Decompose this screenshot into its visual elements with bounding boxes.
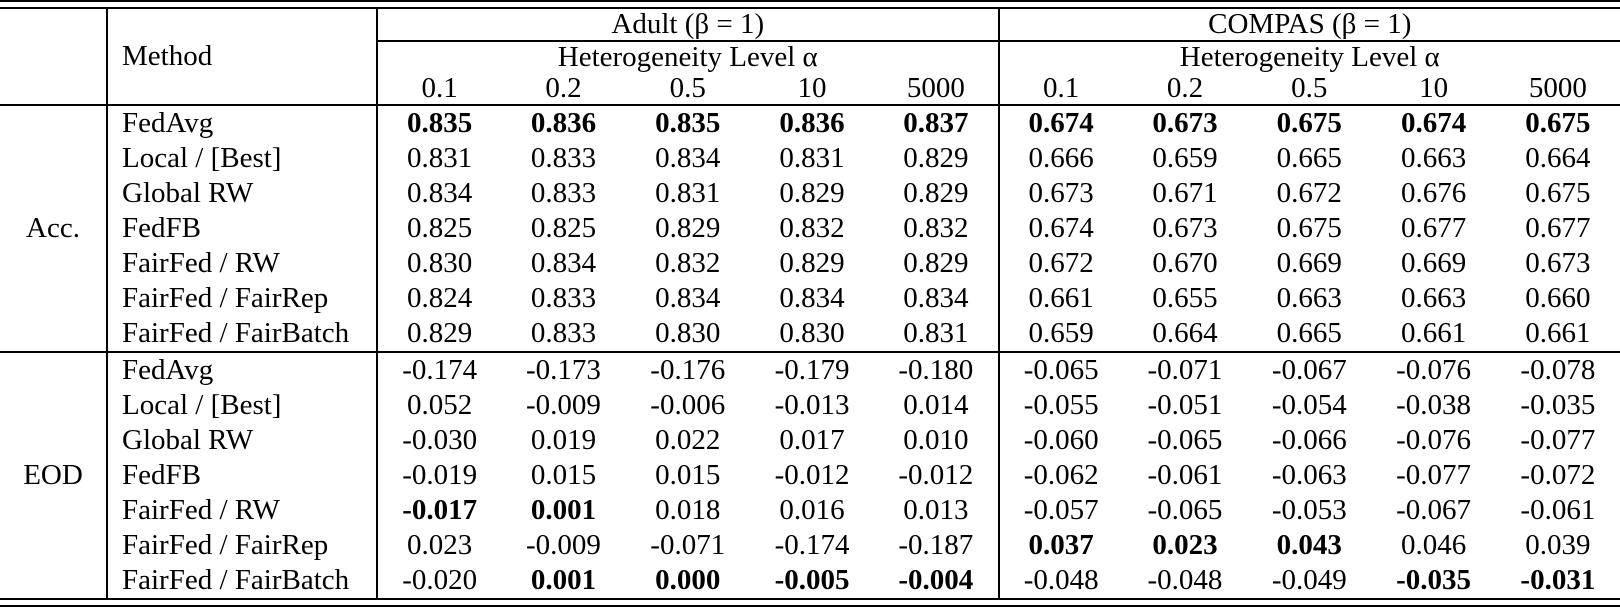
value-cell: 0.675 <box>1496 105 1620 141</box>
method-cell: FairFed / FairRep <box>107 528 377 563</box>
value-cell: 0.835 <box>626 105 750 141</box>
value-cell: 0.674 <box>1371 105 1495 141</box>
value-cell: 0.664 <box>1525 142 1591 174</box>
value-cell: 0.672 <box>1276 177 1342 209</box>
table-row <box>0 388 1620 423</box>
value-cell: -0.067 <box>1396 494 1472 526</box>
table-row <box>0 105 1620 141</box>
value-cell: -0.076 <box>1396 424 1472 456</box>
value-cell: -0.049 <box>1271 564 1347 596</box>
value-cell: 0.834 <box>655 142 721 174</box>
method-cell: FedFB <box>107 211 377 246</box>
method-cell: FairFed / RW <box>107 493 377 528</box>
method-cell: FairFed / FairBatch <box>107 563 377 598</box>
alpha-header: 0.2 <box>501 73 625 105</box>
value-cell: -0.053 <box>1271 494 1347 526</box>
value-cell: 0.661 <box>1525 317 1591 349</box>
table-row <box>0 458 1620 493</box>
value-cell: 0.673 <box>1123 105 1247 141</box>
value-cell: 0.836 <box>501 105 625 141</box>
value-cell: 0.829 <box>407 317 473 349</box>
value-cell: -0.051 <box>1147 389 1223 421</box>
value-cell: -0.019 <box>402 459 478 491</box>
value-cell: -0.038 <box>1396 389 1472 421</box>
method-cell: Global RW <box>107 423 377 458</box>
value-cell: 0.833 <box>530 282 597 314</box>
value-cell: 0.673 <box>999 176 1123 211</box>
heterogeneity-label-compas: Heterogeneity Level α <box>999 41 1620 73</box>
table-row <box>0 352 1620 388</box>
value-cell: 0.830 <box>407 247 473 279</box>
value-cell: -0.065 <box>999 352 1123 388</box>
value-cell: 0.673 <box>1525 247 1591 279</box>
value-cell: 0.666 <box>999 141 1123 176</box>
table-row <box>0 493 1620 528</box>
value-cell: -0.180 <box>874 352 998 388</box>
metric-label: EOD <box>0 352 107 598</box>
method-cell: Local / [Best] <box>107 141 377 176</box>
value-cell: 0.834 <box>655 282 721 314</box>
value-cell: 0.831 <box>407 142 473 174</box>
value-cell: 0.834 <box>903 282 969 314</box>
value-cell: 0.039 <box>1525 529 1591 561</box>
value-cell: -0.062 <box>999 458 1123 493</box>
value-cell: 0.001 <box>530 494 597 526</box>
table-row <box>0 246 1620 281</box>
value-cell: 0.835 <box>377 105 501 141</box>
value-cell: 0.830 <box>779 317 845 349</box>
value-cell: -0.176 <box>626 352 750 388</box>
value-cell: -0.035 <box>1396 564 1472 596</box>
value-cell: 0.001 <box>530 564 597 596</box>
table-header <box>0 9 1620 105</box>
value-cell: -0.072 <box>1520 459 1596 491</box>
value-cell: 0.825 <box>530 212 597 244</box>
value-cell: -0.071 <box>1123 352 1247 388</box>
value-cell: 0.013 <box>903 494 969 526</box>
value-cell: 0.037 <box>999 528 1123 563</box>
value-cell: 0.659 <box>1152 142 1218 174</box>
value-cell: 0.014 <box>903 389 969 421</box>
value-cell: 0.836 <box>750 105 874 141</box>
method-cell: FedAvg <box>107 105 377 141</box>
value-cell: -0.009 <box>525 389 601 421</box>
value-cell: -0.006 <box>650 389 726 421</box>
value-cell: -0.067 <box>1247 352 1371 388</box>
value-cell: -0.187 <box>898 529 974 561</box>
value-cell: 0.829 <box>903 177 969 209</box>
value-cell: 0.674 <box>999 211 1123 246</box>
value-cell: 0.015 <box>655 459 721 491</box>
value-cell: 0.665 <box>1276 142 1342 174</box>
method-cell: Global RW <box>107 176 377 211</box>
alpha-header: 0.5 <box>1247 73 1371 105</box>
value-cell: -0.009 <box>525 529 601 561</box>
value-cell: 0.831 <box>655 177 721 209</box>
value-cell: 0.665 <box>1276 317 1342 349</box>
value-cell: 0.831 <box>903 317 969 349</box>
value-cell: -0.055 <box>999 388 1123 423</box>
value-cell: -0.012 <box>774 459 850 491</box>
table-row <box>0 281 1620 316</box>
value-cell: 0.673 <box>1152 212 1218 244</box>
value-cell: 0.830 <box>655 317 721 349</box>
value-cell: 0.675 <box>1276 212 1342 244</box>
alpha-header: 5000 <box>1496 73 1620 105</box>
method-cell: FairFed / RW <box>107 246 377 281</box>
value-cell: 0.019 <box>530 424 597 456</box>
value-cell: 0.824 <box>407 282 473 314</box>
method-cell: FedAvg <box>107 352 377 388</box>
value-cell: 0.663 <box>1400 142 1467 174</box>
value-cell: 0.829 <box>655 212 721 244</box>
table-row <box>0 316 1620 352</box>
value-cell: -0.063 <box>1271 459 1347 491</box>
method-cell: FedFB <box>107 458 377 493</box>
value-cell: -0.173 <box>501 352 625 388</box>
value-cell: 0.833 <box>530 142 597 174</box>
value-cell: 0.000 <box>655 564 721 596</box>
heterogeneity-label-adult: Heterogeneity Level α <box>557 41 818 73</box>
table-row <box>0 211 1620 246</box>
bottom-double-rule <box>0 598 1620 607</box>
value-cell: -0.035 <box>1520 389 1596 421</box>
value-cell: -0.077 <box>1520 424 1596 456</box>
value-cell: -0.061 <box>1147 459 1223 491</box>
value-cell: 0.832 <box>655 247 721 279</box>
value-cell: -0.048 <box>999 563 1123 598</box>
value-cell: -0.061 <box>1520 494 1596 526</box>
dataset-header-adult: Adult (β = 1) <box>377 9 999 41</box>
value-cell: 0.672 <box>999 246 1123 281</box>
table-row <box>0 528 1620 563</box>
value-cell: -0.071 <box>650 529 726 561</box>
alpha-header: 5000 <box>874 73 998 105</box>
method-cell: FairFed / FairRep <box>107 281 377 316</box>
value-cell: 0.825 <box>407 212 473 244</box>
method-header: Method <box>107 9 377 105</box>
value-cell: 0.829 <box>779 247 845 279</box>
value-cell: 0.015 <box>530 459 597 491</box>
alpha-header: 0.2 <box>1123 73 1247 105</box>
value-cell: 0.837 <box>874 105 998 141</box>
alpha-header: 0.1 <box>999 73 1123 105</box>
corner-cell <box>0 9 107 105</box>
value-cell: 0.832 <box>779 212 845 244</box>
value-cell: 0.661 <box>1400 317 1467 349</box>
value-cell: -0.030 <box>402 424 478 456</box>
value-cell: -0.054 <box>1271 389 1347 421</box>
alpha-header: 0.5 <box>626 73 750 105</box>
alpha-header: 0.1 <box>377 73 501 105</box>
value-cell: 0.663 <box>1276 282 1342 314</box>
value-cell: 0.671 <box>1152 177 1218 209</box>
value-cell: -0.020 <box>402 564 478 596</box>
value-cell: 0.043 <box>1276 529 1342 561</box>
value-cell: 0.017 <box>779 424 845 456</box>
value-cell: -0.076 <box>1371 352 1495 388</box>
alpha-header: 10 <box>750 73 874 105</box>
table-row <box>0 563 1620 598</box>
method-cell: FairFed / FairBatch <box>107 316 377 352</box>
value-cell: 0.661 <box>999 281 1123 316</box>
metric-label: Acc. <box>0 105 107 352</box>
value-cell: 0.834 <box>779 282 845 314</box>
value-cell: 0.664 <box>1152 317 1218 349</box>
value-cell: 0.669 <box>1276 247 1342 279</box>
value-cell: 0.659 <box>999 316 1123 352</box>
value-cell: -0.065 <box>1147 494 1223 526</box>
top-double-rule <box>0 0 1620 9</box>
value-cell: -0.065 <box>1147 424 1223 456</box>
value-cell: 0.010 <box>903 424 969 456</box>
value-cell: 0.829 <box>779 177 845 209</box>
value-cell: 0.829 <box>903 142 969 174</box>
value-cell: 0.660 <box>1525 282 1591 314</box>
value-cell: 0.655 <box>1152 282 1218 314</box>
value-cell: 0.834 <box>407 177 473 209</box>
value-cell: -0.066 <box>1271 424 1347 456</box>
value-cell: -0.031 <box>1520 564 1596 596</box>
value-cell: 0.675 <box>1247 105 1371 141</box>
dataset-header-compas: COMPAS (β = 1) <box>999 9 1620 41</box>
value-cell: 0.677 <box>1525 212 1591 244</box>
section-acc <box>0 105 1620 352</box>
alpha-header: 10 <box>1371 73 1495 105</box>
value-cell: 0.831 <box>779 142 845 174</box>
value-cell: -0.013 <box>774 389 850 421</box>
table-row <box>0 176 1620 211</box>
value-cell: 0.018 <box>655 494 721 526</box>
value-cell: 0.022 <box>655 424 721 456</box>
value-cell: 0.834 <box>530 247 597 279</box>
value-cell: -0.048 <box>1147 564 1223 596</box>
value-cell: -0.004 <box>898 564 974 596</box>
value-cell: -0.179 <box>750 352 874 388</box>
table-row <box>0 141 1620 176</box>
table-row <box>0 423 1620 458</box>
value-cell: 0.832 <box>903 212 969 244</box>
value-cell: -0.174 <box>774 529 850 561</box>
value-cell: 0.833 <box>530 317 597 349</box>
value-cell: 0.016 <box>779 494 845 526</box>
value-cell: -0.012 <box>898 459 974 491</box>
value-cell: 0.670 <box>1152 247 1218 279</box>
dataset-header-row <box>0 9 1620 41</box>
method-cell: Local / [Best] <box>107 388 377 423</box>
section-eod <box>0 352 1620 598</box>
value-cell: 0.829 <box>903 247 969 279</box>
value-cell: -0.174 <box>377 352 501 388</box>
value-cell: -0.005 <box>774 564 850 596</box>
value-cell: 0.676 <box>1400 177 1467 209</box>
value-cell: 0.833 <box>530 177 597 209</box>
value-cell: -0.060 <box>999 423 1123 458</box>
value-cell: 0.677 <box>1400 212 1467 244</box>
value-cell: 0.674 <box>999 105 1123 141</box>
value-cell: -0.077 <box>1396 459 1472 491</box>
value-cell: 0.675 <box>1525 177 1591 209</box>
value-cell: 0.052 <box>407 389 473 421</box>
value-cell: -0.017 <box>402 494 478 526</box>
value-cell: 0.669 <box>1400 247 1467 279</box>
value-cell: 0.663 <box>1400 282 1467 314</box>
results-table <box>0 9 1620 598</box>
value-cell: 0.023 <box>407 529 473 561</box>
value-cell: 0.023 <box>1152 529 1218 561</box>
value-cell: -0.057 <box>999 493 1123 528</box>
value-cell: 0.046 <box>1400 529 1467 561</box>
value-cell: -0.078 <box>1496 352 1620 388</box>
